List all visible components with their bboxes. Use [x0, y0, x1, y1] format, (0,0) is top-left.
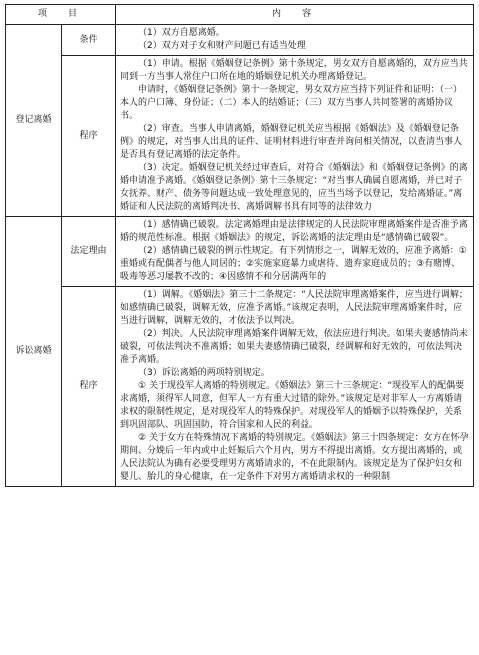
header-item: 项 目 [6, 5, 116, 25]
table-row [6, 217, 474, 287]
content-cell [116, 56, 474, 217]
subcategory-conditions: 条件 [62, 25, 116, 56]
content-cell [116, 287, 474, 487]
paragraph: （3）诉讼离婚的两项特别规定。 [138, 368, 270, 378]
law-table [5, 4, 474, 487]
paragraph: ① 关于现役军人离婚的特别规定。《婚姻法》第三十三条规定：“现役军人的配偶要求离婚，须得军人同意，但军人一方有重大过错的除外。”该规定是对非军人一方离婚请求权的限制性规定，是对现役军人的特殊保护。对现役军人的婚姻予以特殊保护，关系到巩固部队、巩固国防，符合国家和人民的利益。 [120, 381, 465, 430]
content-cell [116, 217, 474, 287]
paragraph: （1）调解。《婚姻法》第三十二条规定：“人民法院审理离婚案件，应当进行调解；如感情确已破裂，调解无效，应准予离婚。”该规定表明，人民法院审理离婚案件时，应当进行调解，调解无效的，才依法予以判决。 [120, 290, 468, 326]
paragraph: （1）申请。根据《婚姻登记条例》第十条规定，男女双方自愿离婚的，双方应当共同到一方当事人常住户口所在地的婚姻登记机关办理离婚登记。 [120, 59, 468, 82]
subcategory-procedure: 程序 [62, 287, 116, 487]
paragraph: （2）审查。当事人申请离婚，婚姻登记机关应当根据《婚姻法》及《婚姻登记条例》的规定，对当事人出具的证件、证明材料进行审查并询问相关情况，以查清当事人是否具有登记离婚的法定条件。 [120, 124, 463, 160]
paragraph: （1）双方自愿离婚。 [138, 28, 225, 38]
header-content: 内 容 [116, 5, 474, 25]
subcategory-legal-grounds: 法定理由 [62, 217, 116, 287]
paragraph: ② 关于女方在特殊情况下离婚的特别规定。《婚姻法》第三十四条规定：女方在怀孕期间、分娩后一年内或中止妊娠后六个月内，男方不得提出离婚。女方提出离婚的，或人民法院认为确有必要受理男方离婚请求的，不在此限制内。该规定是为了保护妇女和婴儿、胎儿的身心健康，在一定条件下对男方离婚请求权的一种限制 [120, 433, 469, 482]
paragraph: （3）决定。婚姻登记机关经过审查后，对符合《婚姻法》和《婚姻登记条例》的离婚申请准予离婚。《婚姻登记条例》第十三条规定：“对当事人确属自愿离婚，并已对子女抚养、财产、债务等问题达成一致处理意见的，应当当场予以登记，发给离婚证。”离婚证和人民法院的离婚判决书、离婚调解书具有同等的法律效力 [120, 163, 468, 212]
paragraph: 申请时，《婚姻登记条例》第十一条规定，男女双方应当持下列证件和证明：（一）本人的户口簿、身份证；（二）本人的结婚证；（三）双方当事人共同签署的离婚协议书。 [120, 85, 463, 121]
header-row [6, 5, 474, 25]
paragraph: （1）感情确已破裂。法定离婚理由是法律规定的人民法院审理离婚案件是否准予离婚的规范性标准。根据《婚姻法》的规定，诉讼离婚的法定理由是“感情确已破裂”。 [120, 220, 468, 243]
table-row [6, 56, 474, 217]
paragraph: （2）判决。人民法院审理离婚案件调解无效，依法应进行判决。如果夫妻感情尚未破裂，可依法判决不准离婚；如果夫妻感情确已破裂，经调解和好无效的，可依法判决准予离婚。 [120, 329, 468, 365]
subcategory-procedure: 程序 [62, 56, 116, 217]
category-registration: 登记离婚 [6, 25, 62, 217]
paragraph: （2）双方对子女和财产问题已有适当处理 [138, 41, 306, 51]
table-row [6, 287, 474, 487]
table-row [6, 25, 474, 56]
content-cell [116, 25, 474, 56]
category-litigation: 诉讼离婚 [6, 217, 62, 487]
paragraph: （2）感情确已破裂的例示性规定。有下列情形之一，调解无效的，应准予离婚：①重婚或有配偶者与他人同居的；②实施家庭暴力或虐待、遗弃家庭成员的；③有赌博、吸毒等恶习屡教不改的；④因感情不和分居满两年的 [120, 246, 467, 282]
